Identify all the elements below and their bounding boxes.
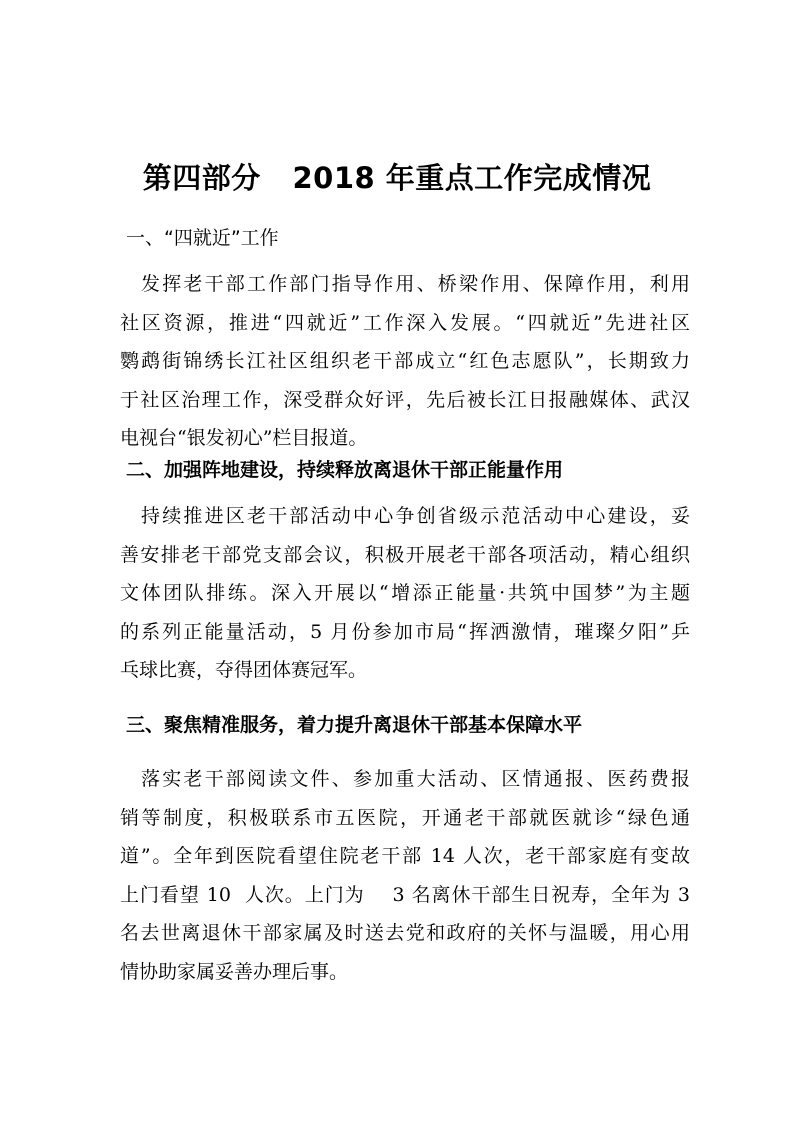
section-2-heading: 二、加强阵地建设，持续释放离退休干部正能量作用 (126, 459, 564, 481)
paragraph-line: 于社区治理工作，深受群众好评，先后被长江日报融媒体、武汉 (120, 388, 690, 411)
paragraph-line: 善安排老干部党支部会议，积极开展老干部各项活动，精心组织 (120, 543, 690, 566)
section-1-paragraph (120, 265, 690, 458)
paragraph-line: 的系列正能量活动，5 月份参加市局“挥洒激情，璀璨夕阳”乒 (120, 620, 690, 643)
page-title: 第四部分 2018 年重点工作完成情况 (142, 161, 652, 195)
paragraph-line: 情协助家属妥善办理后事。 (120, 960, 349, 983)
paragraph-line: 销等制度，积极联系市五医院，开通老干部就医就诊“绿色通 (120, 806, 690, 829)
paragraph-line: 鹦鹉街锦绣长江社区组织老干部成立“红色志愿队”，长期致力 (120, 350, 690, 373)
section-3-heading: 三、聚焦精准服务，着力提升离退休干部基本保障水平 (126, 714, 583, 736)
paragraph-line: 道”。全年到医院看望住院老干部 14 人次，老干部家庭有变故 (120, 845, 690, 868)
paragraph-line: 发挥老干部工作部门指导作用、桥梁作用、保障作用，利用 (141, 273, 690, 295)
paragraph-line: 乓球比赛，夺得团体赛冠军。 (120, 659, 368, 682)
paragraph-line: 上门看望 10 人次。上门为 3 名离休干部生日祝寿，全年为 3 (120, 883, 690, 906)
paragraph-line: 社区资源，推进“四就近”工作深入发展。“四就近”先进社区 (120, 311, 690, 334)
paragraph-line: 名去世离退休干部家属及时送去党和政府的关怀与温暖，用心用 (120, 922, 690, 945)
paragraph-line: 落实老干部阅读文件、参加重大活动、区情通报、医药费报 (141, 768, 690, 790)
paragraph-line: 文体团队排练。深入开展以“增添正能量·共筑中国梦”为主题 (120, 582, 690, 605)
section-1-heading: 一、“四就近”工作 (126, 227, 279, 249)
section-3-paragraph (120, 760, 690, 992)
section-2-paragraph (120, 497, 690, 690)
paragraph-line: 持续推进区老干部活动中心争创省级示范活动中心建设，妥 (141, 505, 690, 527)
paragraph-line: 电视台“银发初心”栏目报道。 (120, 427, 368, 450)
